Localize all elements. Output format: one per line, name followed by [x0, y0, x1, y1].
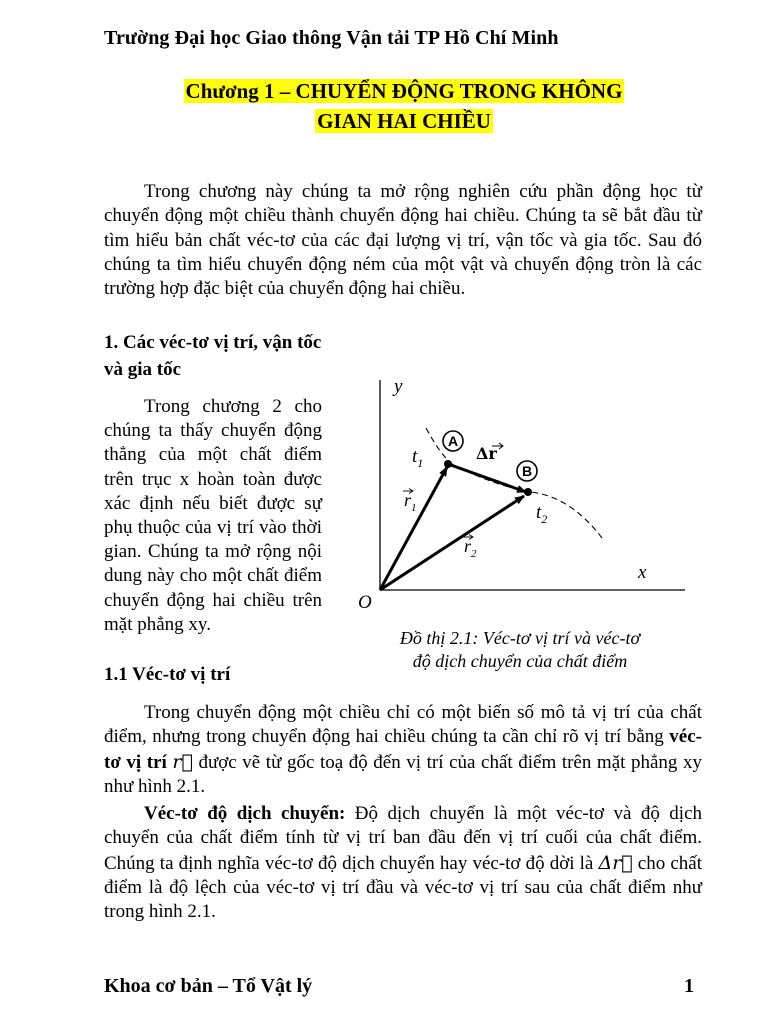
- t2-label: $t_2$: [536, 502, 548, 526]
- r1-vector: [380, 467, 447, 590]
- figure-caption-line2: độ dịch chuyển của chất điểm: [412, 651, 628, 671]
- section-1-1-heading: 1.1 Véc-tơ vị trí: [104, 664, 231, 685]
- point-b-label: B: [521, 463, 533, 479]
- section-1-heading: 1. Các véc-tơ vị trí, vận tốc và gia tốc: [104, 332, 322, 380]
- displacement-paragraph: Véc-tơ độ dịch chuyển: Độ dịch chuyển là một véc-tơ và độ dịch chuyển của chất điểm tính từ vị trí ban đầu đến vị trí cuối của chất điểm. Chúng ta định nghĩa véc-tơ độ dịch chuyển hay véc-tơ độ dời là Δr⃗ cho chất điểm là độ lệch của véc-tơ vị trí đầu và véc-tơ vị trí sau của chất điểm như trong hình 2.1.: [104, 803, 702, 923]
- intro-paragraph: Trong chương này chúng ta mở rộng nghiên cứu phần động học từ chuyển động một chiều thành chuyển động hai chiều. Chúng ta sẽ bắt đầu từ tìm hiểu bản chất véc-tơ của các đại lượng vị trí, vận tốc và gia tốc. Sau đó chúng ta tìm hiểu chuyển động ném của một vật và chuyển động tròn là các trường hợp đặc biệt của chuyển động hai chiều.: [104, 181, 702, 300]
- point-a-dot: [444, 460, 452, 468]
- r-vector-symbol: r⃗: [172, 750, 193, 773]
- position-vector-term: véc-tơ vị trí: [104, 726, 702, 773]
- section-1-paragraph: Trong chương 2 cho chúng ta thấy chuyển động thẳng của một chất điểm trên trục x hoàn toàn được xác định nếu biết được sự phụ thuộc của vị trí vào thời gian. Chúng ta mở rộng nội dung này cho một chất điểm chuyển động hai chiều trên mặt phẳng xy.: [104, 396, 322, 635]
- page-number: 1: [684, 975, 694, 997]
- delta-r-vector: [448, 464, 526, 492]
- origin-label: O: [358, 592, 372, 613]
- r2-label: $r_2$: [464, 536, 477, 560]
- delta-r-label: Δr: [476, 444, 497, 463]
- chapter-title-line1: Chương 1 – CHUYỂN ĐỘNG TRONG KHÔNG: [185, 79, 623, 103]
- chapter-title: [104, 76, 704, 136]
- y-axis-label: y: [394, 376, 403, 397]
- x-axis-label: x: [638, 562, 647, 583]
- figure-caption-line1: Đồ thị 2.1: Véc-tơ vị trí và véc-tơ: [399, 628, 641, 648]
- point-b-dot: [524, 488, 532, 496]
- footer-department: Khoa cơ bản – Tổ Vật lý: [104, 975, 313, 997]
- position-vector-figure: [340, 372, 700, 622]
- position-vector-paragraph: Trong chuyển động một chiều chỉ có một biến số mô tả vị trí của chất điểm, nhưng trong chuyển động hai chiều chúng ta cần chỉ rõ vị trí bằng véc-tơ vị trí r⃗ được vẽ từ gốc toạ độ đến vị trí của chất điểm trên mặt phẳng xy như hình 2.1.: [104, 702, 703, 797]
- figure-caption: [340, 627, 700, 673]
- chapter-title-line2: GIAN HAI CHIỀU: [317, 109, 491, 133]
- delta-r-symbol: Δr⃗: [598, 851, 633, 874]
- point-a-label: A: [447, 433, 459, 449]
- displacement-term: Véc-tơ độ dịch chuyển:: [144, 803, 346, 824]
- t1-label: $t_1$: [412, 446, 424, 470]
- r2-vector: [380, 496, 524, 590]
- r1-label: $r_1$: [404, 490, 417, 514]
- page-header: Trường Đại học Giao thông Vận tải TP Hồ Chí Minh: [104, 27, 559, 49]
